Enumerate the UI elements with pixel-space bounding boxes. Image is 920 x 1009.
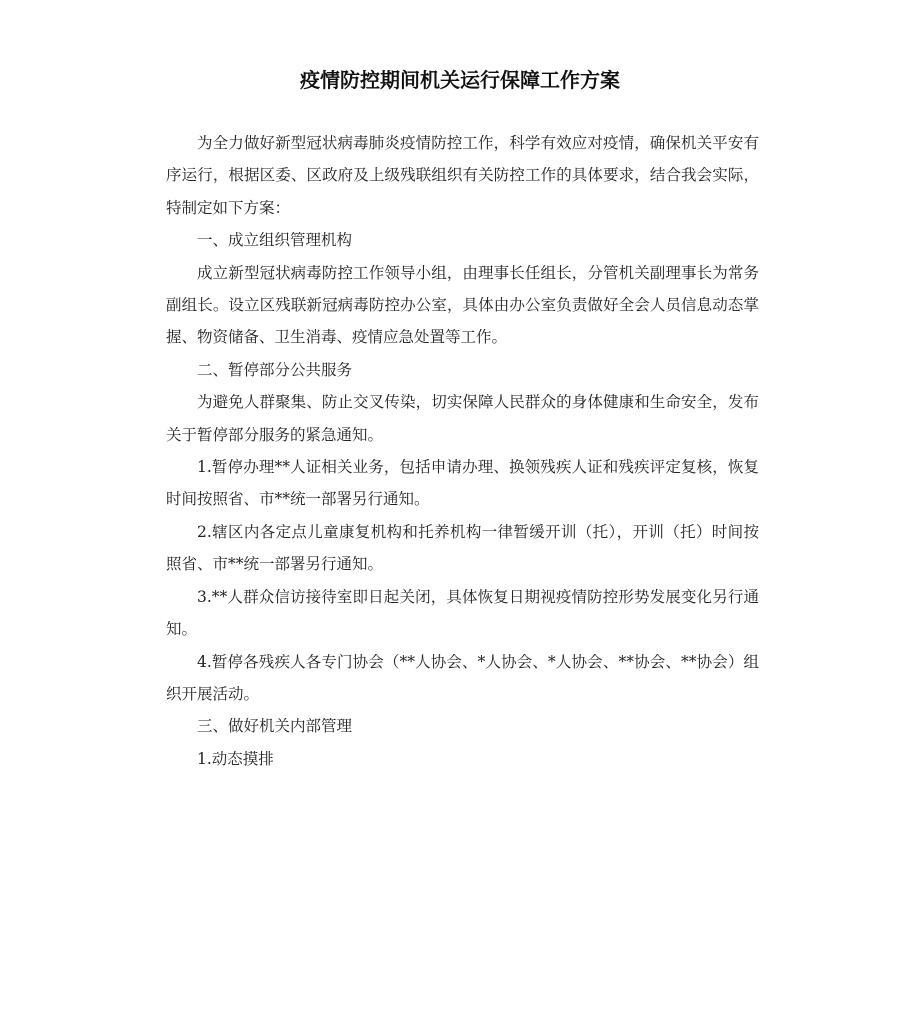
section-heading-2: 二、暂停部分公共服务 [197, 360, 353, 379]
list-item-1: 1.暂停办理**人证相关业务，包括申请办理、换领残疾人证和残疾评定复核，恢复时间按照省、市**统一部署另行通知。 [166, 458, 759, 509]
document-title: 疫情防控期间机关运行保障工作方案 [300, 68, 620, 92]
document-body [166, 127, 759, 775]
section-heading-3: 三、做好机关内部管理 [197, 717, 353, 736]
list-item-3: 3.**人群众信访接待室即日起关闭，具体恢复日期视疫情防控形势发展变化另行通知。 [166, 587, 759, 639]
list-item-4: 4.暂停各残疾人各专门协会（**人协会、*人协会、*人协会、**协会、**协会）组织开展活动。 [166, 652, 759, 703]
paragraph-organization: 成立新型冠状病毒防控工作领导小组，由理事长任组长，分管机关副理事长为常务副组长。设立区残联新冠病毒防控办公室，具体由办公室负责做好全会人员信息动态掌握、物资储备、卫生消毒、疫情应急处置等工作。 [166, 263, 759, 347]
section-heading-1: 一、成立组织管理机构 [197, 231, 353, 250]
paragraph-intro: 为全力做好新型冠状病毒肺炎疫情防控工作，科学有效应对疫情，确保机关平安有序运行，根据区委、区政府及上级残联组织有关防控工作的具体要求，结合我会实际，特制定如下方案： [166, 134, 759, 217]
paragraph-notice: 为避免人群聚集、防止交叉传染，切实保障人民群众的身体健康和生命安全，发布关于暂停部分服务的紧急通知。 [166, 393, 759, 444]
list-item-2: 2.辖区内各定点儿童康复机构和托养机构一律暂缓开训（托），开训（托）时间按照省、市**统一部署另行通知。 [166, 522, 759, 574]
sub-item-1: 1.动态摸排 [197, 749, 274, 768]
